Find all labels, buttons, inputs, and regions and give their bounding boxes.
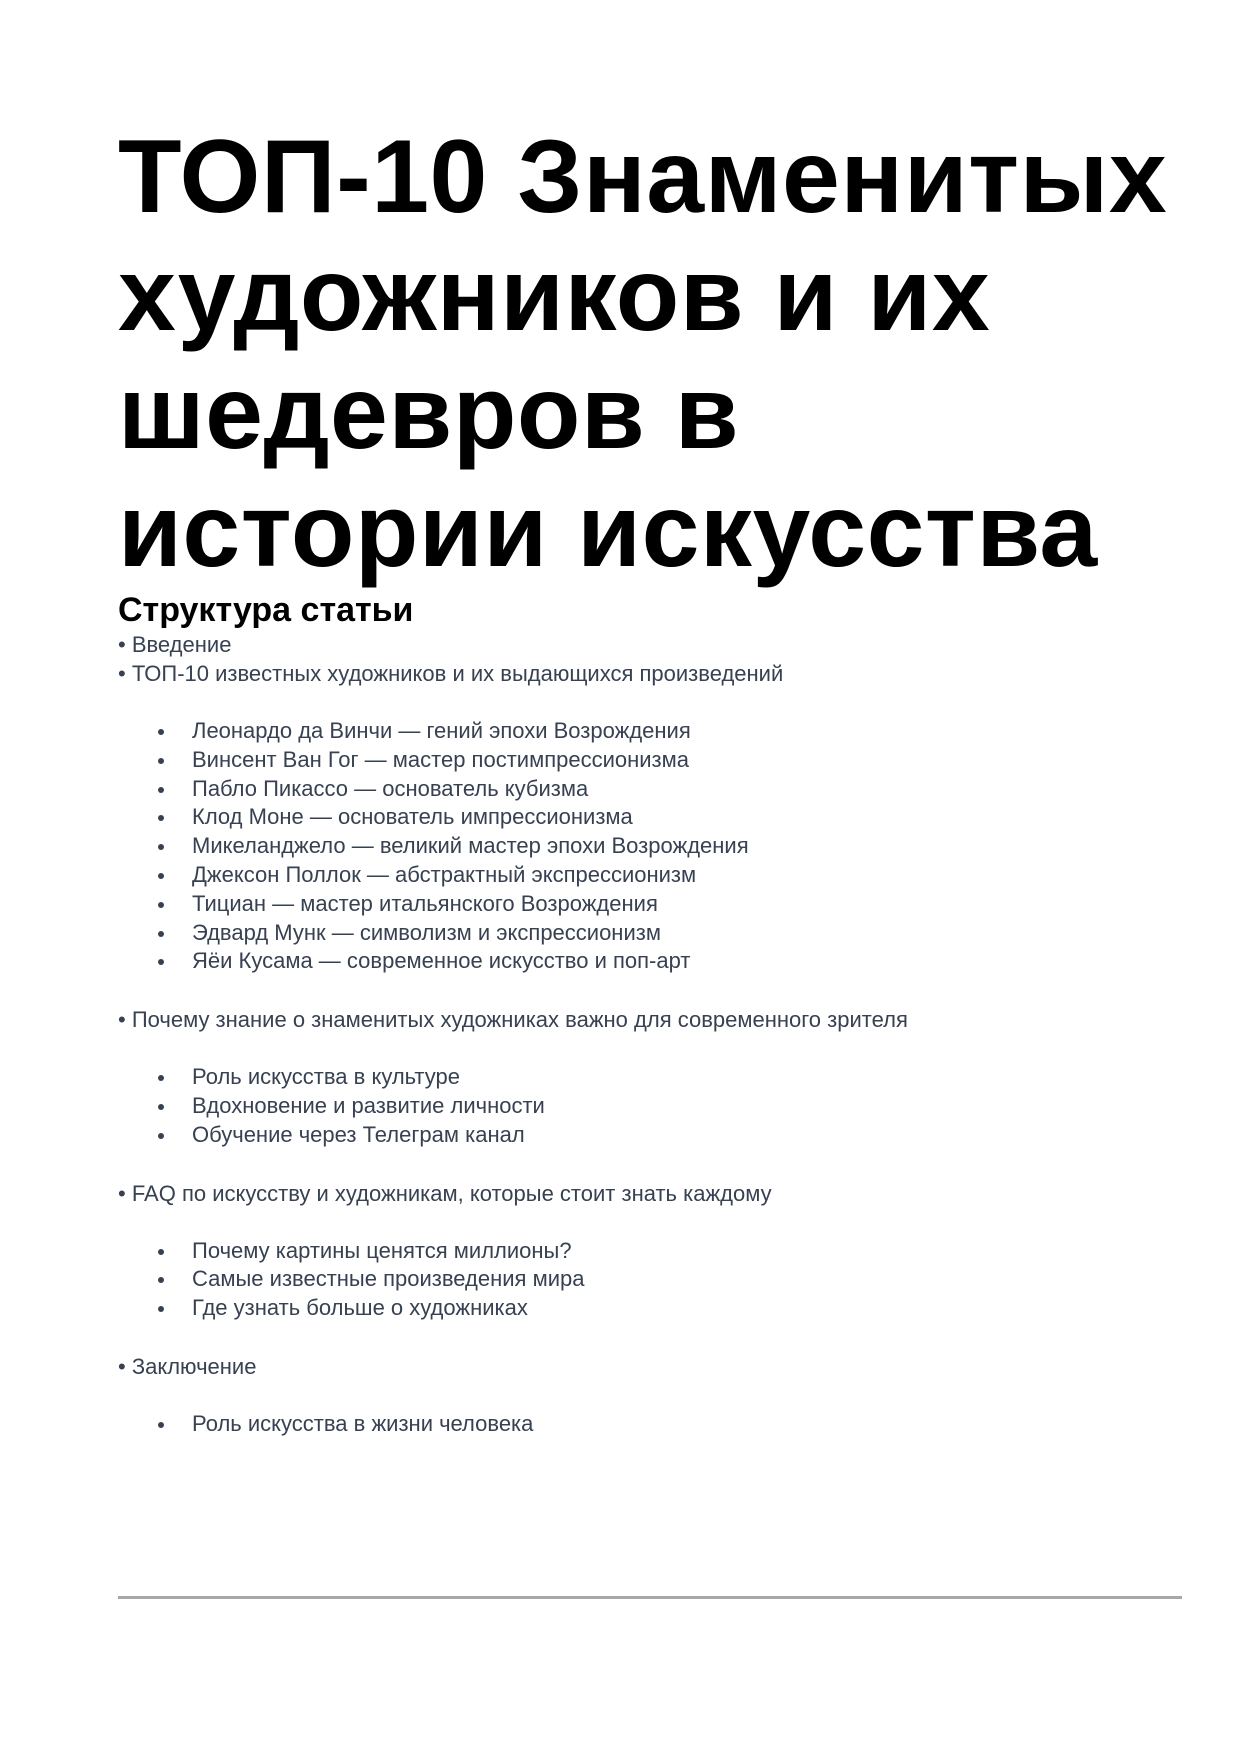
list-item: Где узнать больше о художниках bbox=[192, 1294, 1178, 1323]
list-item: Обучение через Телеграм канал bbox=[192, 1121, 1178, 1150]
section-conclusion: • Заключение bbox=[118, 1353, 257, 1379]
list-item: Тициан — мастер итальянского Возрождения bbox=[192, 890, 1178, 919]
list-item: Эдвард Мунк — символизм и экспрессионизм bbox=[192, 919, 1178, 948]
list-item: Пабло Пикассо — основатель кубизма bbox=[192, 775, 1178, 804]
structure-heading: Структура статьи bbox=[118, 591, 414, 629]
list-item: Клод Моне — основатель импрессионизма bbox=[192, 803, 1178, 832]
list-item: Роль искусства в культуре bbox=[192, 1063, 1178, 1092]
list-item: Роль искусства в жизни человека bbox=[192, 1410, 1178, 1439]
list-item: Джексон Поллок — абстрактный экспрессионизм bbox=[192, 861, 1178, 890]
section-top10: • ТОП-10 известных художников и их выдающихся произведений bbox=[118, 661, 784, 686]
list-item: Почему картины ценятся миллионы? bbox=[192, 1237, 1178, 1266]
list-item: Вдохновение и развитие личности bbox=[192, 1092, 1178, 1121]
list-item: Леонардо да Винчи — гений эпохи Возрождения bbox=[192, 717, 1178, 746]
faq-list bbox=[118, 1237, 1178, 1323]
section-why-important: • Почему знание о знаменитых художниках важно для современного зрителя bbox=[118, 1007, 908, 1033]
why-important-list bbox=[118, 1063, 1178, 1149]
list-item: Винсент Ван Гог — мастер постимпрессионизма bbox=[192, 746, 1178, 775]
document-page bbox=[118, 118, 1178, 1468]
section-faq: • FAQ по искусству и художникам, которые стоит знать каждому bbox=[118, 1180, 772, 1206]
page-title: ТОП-10 Знаменитых художников и их шедевров в истории искусства bbox=[118, 119, 1168, 589]
list-item: Микеланджело — великий мастер эпохи Возрождения bbox=[192, 832, 1178, 861]
list-item: Самые известные произведения мира bbox=[192, 1265, 1178, 1294]
top10-artist-list bbox=[118, 717, 1178, 976]
conclusion-list bbox=[118, 1410, 1178, 1439]
section-introduction: • Введение bbox=[118, 632, 232, 657]
horizontal-divider bbox=[118, 1596, 1182, 1599]
list-item: Яёи Кусама — современное искусство и поп-арт bbox=[192, 947, 1178, 976]
